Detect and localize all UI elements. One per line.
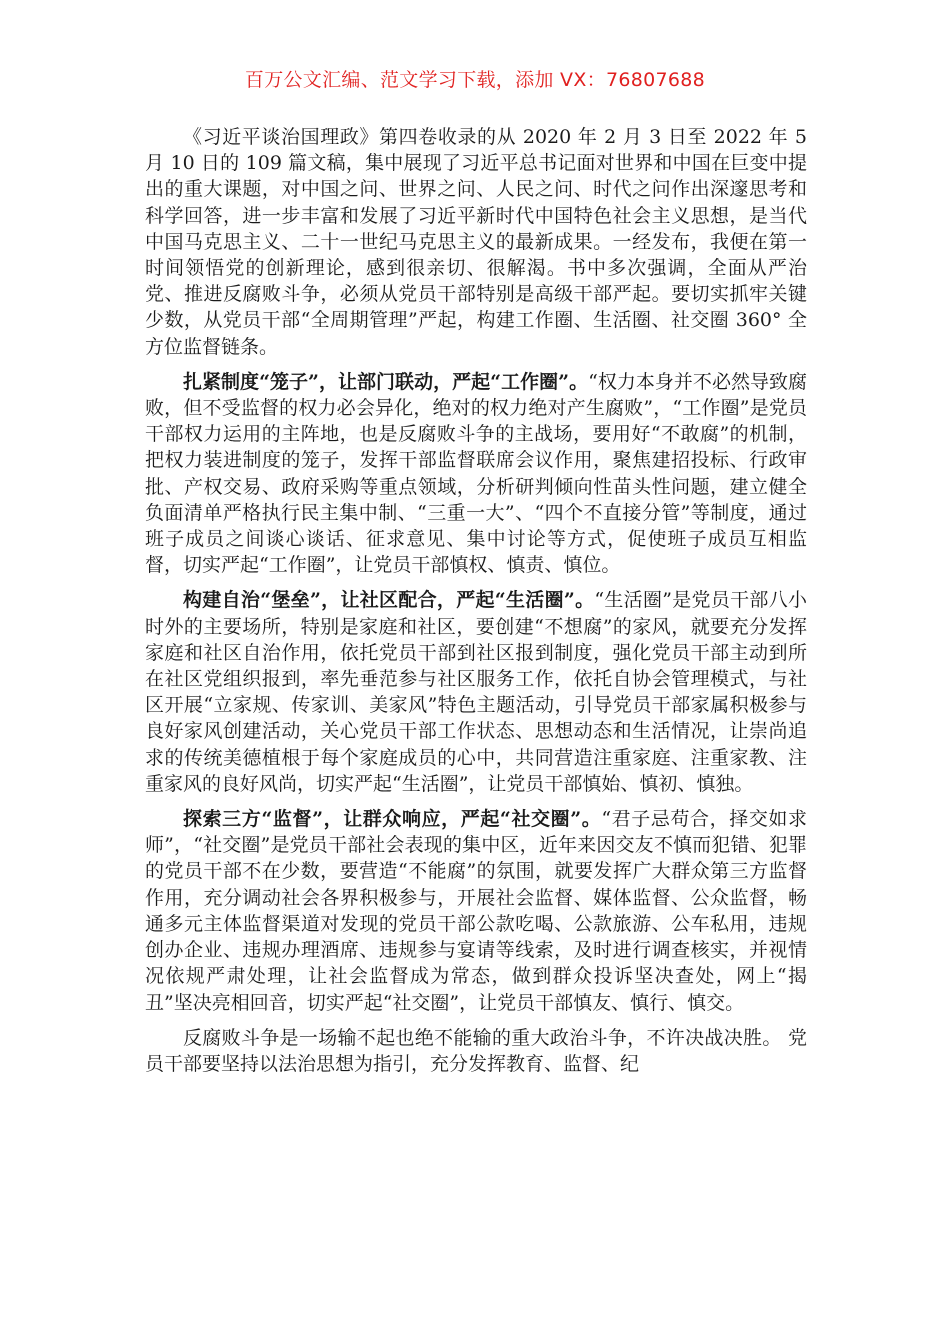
paragraph-text: “权力本身并不必然导致腐败，但不受监督的权力必会异化，绝对的权力绝对产生腐败”，“工作圈”是党员干部权力运用的主阵地，也是反腐败斗争的主战场，要用好“不敢腐”的机制，把权力装进制度的笼子，发挥干部监督联席会议作用，聚焦建招投标、行政审批、产权交易、政府采购等重点领域，分析研判倾向性苗头性问题，建立健全负面清单严格执行民主集中制、“三重一大”、“四个不直接分管”等制度，通过班子成员之间谈心谈话、征求意见、集中讨论等方式，促使班子成员互相监督，切实严起“工作圈”，让党员干部慎权、慎责、慎位。 [145,370,808,577]
paragraph-lead: 扎紧制度“笼子”，让部门联动，严起“工作圈”。 [183,370,589,393]
paragraph-intro [145,124,807,360]
article-body [145,124,807,1086]
paragraph-lead: 探索三方“监督”，让群众响应，严起“社交圈”。 [183,808,602,831]
paragraph-text: “生活圈”是党员干部八小时外的主要场所，特别是家庭和社区，要创建“不想腐”的家风，就要充分发挥家庭和社区自治作用，依托党员干部到社区报到制度，强化党员干部主动到所在社区党组织报到，率先垂范参与社区服务工作，依托自协会管理模式，与社区开展“立家规、传家训、美家风”特色主题活动，引导党员干部家属积极参与良好家风创建活动，关心党员干部工作状态、思想动态和生活情况，让崇尚追求的传统美德植根于每个家庭成员的心中，共同营造注重家庭、注重家教、注重家风的良好风尚，切实严起“生活圈”，让党员干部慎始、慎初、慎独。 [145,589,807,795]
paragraph-text: 反腐败斗争是一场输不起也绝不能输的重大政治斗争，不许决战决胜。 党员干部要坚持以法治思想为指引，充分发挥教育、监督、纪 [145,1026,807,1075]
paragraph-social-circle [145,806,807,1016]
paragraph-lead: 构建自治“堡垒”，让社区配合，严起“生活圈”。 [183,589,595,612]
paragraph-text: 《习近平谈治国理政》第四卷收录的从 2020 年 2 月 3 日至 2022 年 5 月 10 日的 109 篇文稿，集中展现了习近平总书记面对世界和中国在巨变中提出的重大课题，对中国之问、世界之问、人民之问、时代之问作出深邃思考和科学回答，进一步丰富和发展了习近平新时代中国特色社会主义思想，是当代中国马克思主义、二十一世纪马克思主义的最新成果。一经发布，我便在第一时间领悟党的创新理论，感到很亲切、很解渴。书中多次强调，全面从严治党、推进反腐败斗争，必须从党员干部特别是高级干部严起。要切实抓牢关键少数，从党员干部“全周期管理”严起，构建工作圈、生活圈、社交圈 360° 全方位监督链条。 [145,126,807,358]
paragraph-text: “君子忌苟合，择交如求师”，“社交圈”是党员干部社会表现的集中区，近年来因交友不慎而犯错、犯罪的党员干部不在少数，要营造“不能腐”的氛围，就要发挥广大群众第三方监督作用，充分调动社会各界积极参与，开展社会监督、媒体监督、公众监督，畅通多元主体监督渠道对发现的党员干部公款吃喝、公款旅游、公车私用，违规创办企业、违规办理酒席、违规参与宴请等线索，及时进行调查核实，并视情况依规严肃处理，让社会监督成为常态，做到群众投诉坚决查处，网上“揭丑”坚决亮相回音，切实严起“社交圈”，让党员干部慎友、慎行、慎交。 [145,808,808,1014]
paragraph-work-circle [145,369,807,579]
paragraph-conclusion [145,1025,807,1077]
paragraph-life-circle [145,587,807,797]
header-banner: 百万公文汇编、范文学习下载，添加 VX：76807688 [244,69,706,91]
